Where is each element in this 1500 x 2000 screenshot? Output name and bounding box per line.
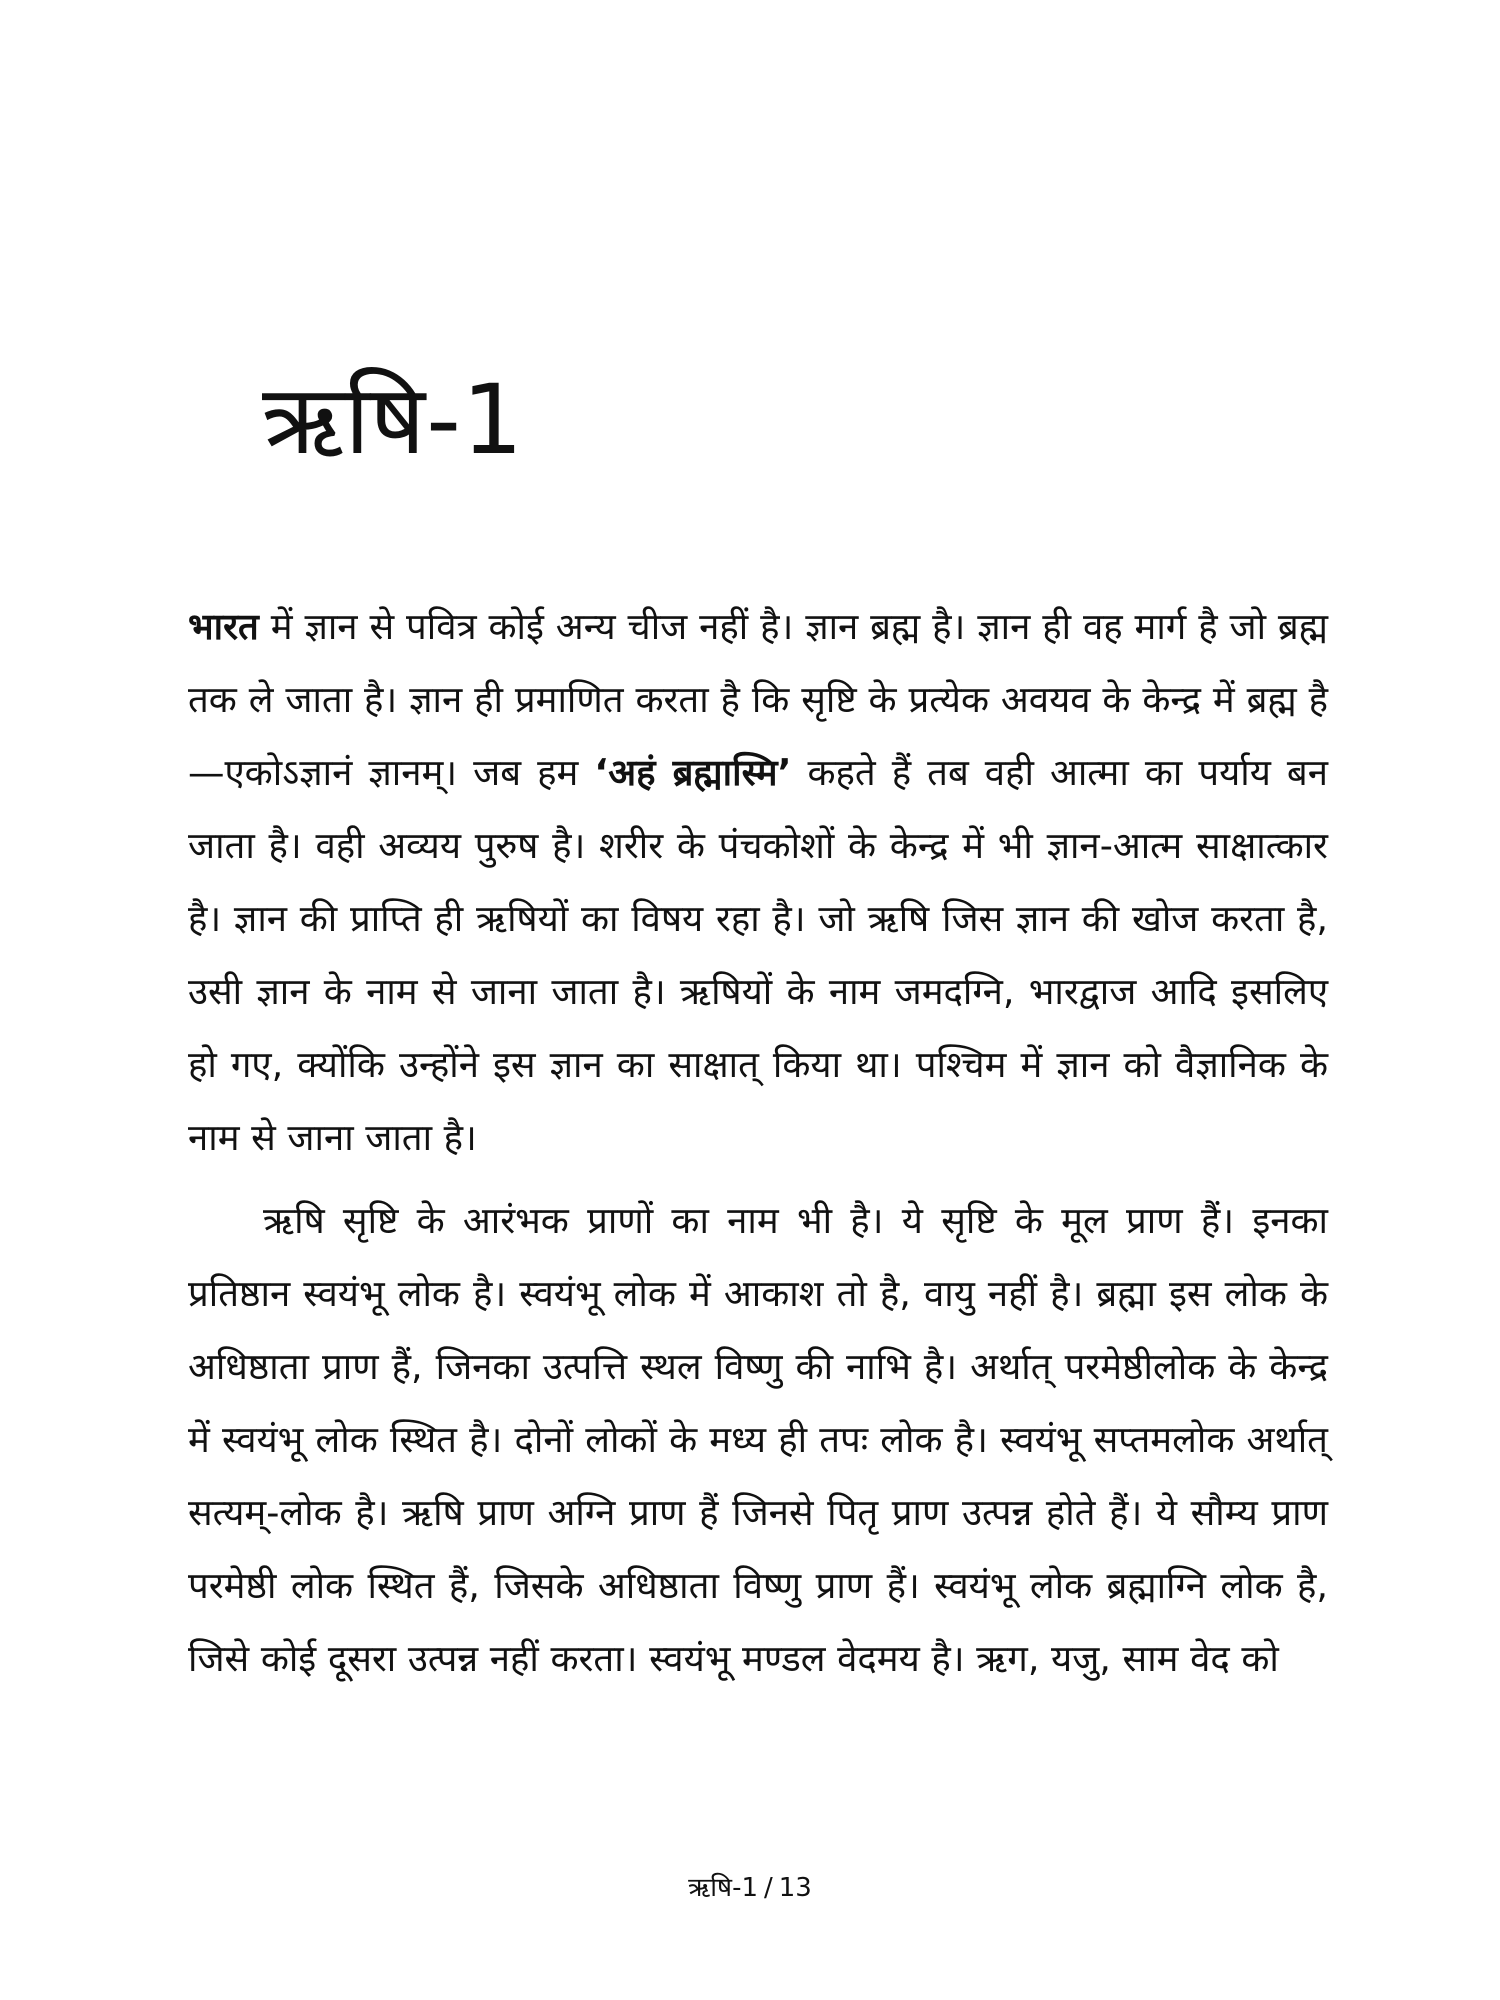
- lead-word: भारत: [188, 605, 259, 648]
- paragraph-1-text-a: में ज्ञान से पवित्र कोई अन्य चीज नहीं है। ज्ञान ब्रह्म है। ज्ञान ही वह मार्ग है जो ब्रह्म तक ले जाता है। ज्ञान ही प्रमाणित करता है कि सृष्टि के प्रत्येक अवयव के केन्द्र में ब्रह्म है —एकोऽज्ञानं ज्ञानम्। जब हम: [188, 605, 1328, 794]
- paragraph-1: [188, 590, 1328, 1174]
- page-number: 13: [778, 1873, 812, 1903]
- footer-separator: /: [764, 1873, 773, 1903]
- quoted-phrase: ‘अहं ब्रह्मास्मि’: [594, 751, 792, 794]
- body-text: [188, 590, 1328, 1695]
- chapter-title: ऋषि-1: [262, 364, 524, 476]
- paragraph-2: ऋषि सृष्टि के आरंभक प्राणों का नाम भी है। ये सृष्टि के मूल प्राण हैं। इनका प्रतिष्ठान स्वयंभू लोक है। स्वयंभू लोक में आकाश तो है, वायु नहीं है। ब्रह्मा इस लोक के अधिष्ठाता प्राण हैं, जिनका उत्पत्ति स्थल विष्णु की नाभि है। अर्थात् परमेष्ठीलोक के केन्द्र में स्वयंभू लोक स्थित है। दोनों लोकों के मध्य ही तपः लोक है। स्वयंभू सप्तमलोक अर्थात् सत्यम्-लोक है। ऋषि प्राण अग्नि प्राण हैं जिनसे पितृ प्राण उत्पन्न होते हैं। ये सौम्य प्राण परमेष्ठी लोक स्थित हैं, जिसके अधिष्ठाता विष्णु प्राण हैं। स्वयंभू लोक ब्रह्माग्नि लोक है, जिसे कोई दूसरा उत्पन्न नहीं करता। स्वयंभू मण्डल वेदमय है। ऋग, यजु, साम वेद को: [188, 1199, 1328, 1680]
- paragraph-1-text-b: कहते हैं तब वही आत्मा का पर्याय बन जाता है। वही अव्यय पुरुष है। शरीर के पंचकोशों के केन्द्र में भी ज्ञान-आत्म साक्षात्कार है। ज्ञान की प्राप्ति ही ऋषियों का विषय रहा है। जो ऋषि जिस ज्ञान की खोज करता है, उसी ज्ञान के नाम से जाना जाता है। ऋषियों के नाम जमदग्नि, भारद्वाज आदि इसलिए हो गए, क्योंकि उन्होंने इस ज्ञान का साक्षात् किया था। पश्चिम में ज्ञान को वैज्ञानिक के नाम से जाना जाता है।: [188, 751, 1328, 1159]
- running-title: ऋषि-1: [688, 1873, 758, 1903]
- page-footer: [0, 1872, 1500, 1906]
